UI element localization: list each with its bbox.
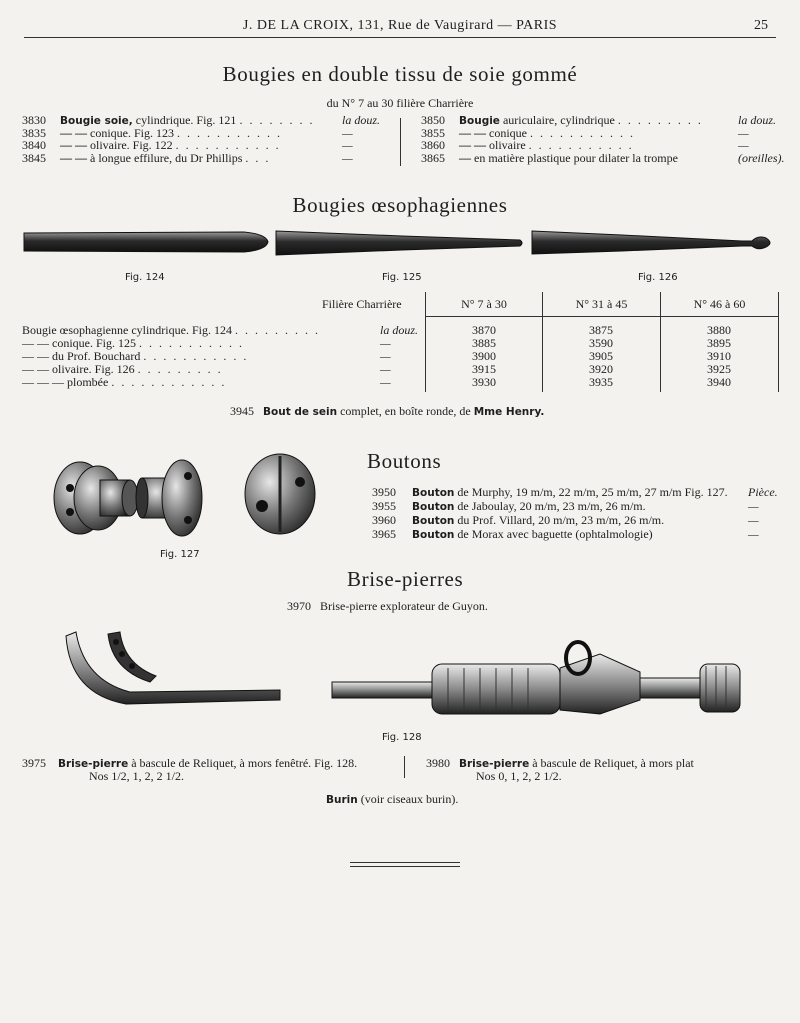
bougie-conique-icon: [276, 231, 522, 255]
item-desc: de Murphy, 19 m/m, 22 m/m, 25 m/m, 27 m/m Fig. 127.: [457, 485, 728, 499]
item-name: — —: [459, 125, 486, 140]
section-title-boutons: Boutons: [367, 449, 442, 473]
fig-125-caption: Fig. 125: [382, 272, 422, 283]
item-name: Bouton: [412, 487, 455, 499]
bouton-row: [372, 528, 653, 541]
leader-dots: . . . . . . . . . . .: [139, 336, 244, 350]
item-price: la douz.: [342, 113, 381, 127]
bougie-soie-row: [22, 139, 281, 151]
item-code: 3950: [372, 485, 396, 499]
item-name: — —: [459, 138, 486, 152]
page-number: 25: [754, 18, 768, 33]
reliquet-plat-sizes: Nos 0, 1, 2, 2 1/2.: [476, 769, 562, 783]
leader-dots: . . .: [245, 150, 271, 165]
table-divider-4: [778, 292, 779, 392]
item-desc: auriculaire, cylindrique: [502, 113, 615, 127]
table-label-filiere: Filière Charrière: [322, 297, 402, 311]
murphy-button-part-a-icon: [54, 462, 138, 534]
item-name: — —: [60, 150, 87, 165]
reliquet-fenetre-sizes: Nos 1/2, 1, 2, 2 1/2.: [89, 769, 185, 783]
item-name: Bouton: [412, 501, 455, 513]
row-label: Bougie œsophagienne cylindrique. Fig. 124: [22, 323, 232, 337]
bouton-row: [372, 514, 664, 527]
bougie-olivaire-icon: [532, 231, 770, 254]
bout-de-sein-code: 3945: [230, 404, 254, 418]
guyon-code: 3970: [287, 599, 311, 613]
murphy-button-assembled-icon: [245, 454, 315, 534]
table-cell: 3875: [589, 323, 613, 337]
section-title-bougies-soie: Bougies en double tissu de soie gommé: [222, 62, 578, 86]
column-header-46-60: N° 46 à 60: [693, 297, 746, 311]
item-name: Bouton: [412, 515, 455, 527]
fig-126-caption: Fig. 126: [638, 272, 678, 283]
item-code: 3865: [421, 150, 445, 165]
table-cell: 3920: [589, 362, 613, 376]
item-price: Pièce.: [748, 485, 778, 499]
end-rule-bottom: [350, 866, 460, 867]
row-price: —: [380, 336, 391, 350]
item-price: —: [342, 138, 353, 152]
item-desc: à longue effilure, du Dr Phillips: [90, 150, 243, 165]
fig-127-caption: Fig. 127: [160, 549, 200, 560]
reliquet-plat-name: Brise-pierre: [459, 758, 530, 770]
header-rule: [24, 37, 776, 38]
item-price: la douz.: [738, 113, 777, 127]
oesophageal-row: [22, 324, 320, 336]
oesophageal-row: [22, 376, 226, 388]
table-cell: 3925: [707, 362, 731, 376]
lithotrite-instrument-icon: [332, 642, 740, 714]
leader-dots: . . . . . . . . . . . .: [111, 375, 227, 389]
item-price: —: [738, 125, 749, 140]
table-cell: 3880: [707, 323, 731, 337]
brise-pierre-divider: [404, 756, 405, 778]
column-header-7-30: N° 7 à 30: [461, 297, 507, 311]
item-desc: conique: [489, 125, 527, 140]
item-desc: olivaire: [489, 138, 526, 152]
item-code: 3960: [372, 513, 396, 527]
bougie-soie-row: [421, 152, 678, 164]
table-cell: 3885: [472, 336, 496, 350]
leader-dots: . . . . . . . . .: [617, 113, 703, 127]
item-name: — —: [60, 125, 87, 140]
section-title-oesophagiennes: Bougies œsophagiennes: [292, 193, 508, 217]
item-name: —: [459, 150, 471, 165]
item-name: — —: [60, 138, 87, 152]
leader-dots: . . . . . . . . .: [137, 362, 223, 376]
oesophageal-row: [22, 337, 244, 349]
row-label: — — — plombée: [22, 375, 109, 389]
bougie-cylindrique-icon: [24, 232, 268, 252]
item-name: Bougie: [459, 115, 500, 127]
item-desc: olivaire. Fig. 122: [90, 138, 173, 152]
item-desc: en matière plastique pour dilater la trompe: [474, 150, 678, 165]
table-cell: 3915: [472, 362, 496, 376]
bougie-soie-row: [22, 127, 282, 139]
curved-jaw-icon: [66, 632, 280, 704]
item-code: 3860: [421, 138, 445, 152]
reliquet-fenetre-name: Brise-pierre: [58, 758, 129, 770]
bout-de-sein-line: [230, 405, 544, 418]
item-price: —: [748, 527, 759, 541]
item-code: 3835: [22, 125, 46, 140]
boutons-illustration: [50, 450, 320, 545]
item-name: Bouton: [412, 529, 455, 541]
reliquet-fenetre-code: 3975: [22, 756, 46, 770]
guyon-line: [287, 600, 488, 612]
leader-dots: . . . . . . . . . . .: [177, 125, 282, 140]
row-label: — — olivaire. Fig. 126: [22, 362, 135, 376]
reliquet-fenetre-text: à bascule de Reliquet, à mors fenêtré. Fig. 128.: [131, 756, 358, 770]
page-header: J. DE LA CROIX, 131, Rue de Vaugirard — PARIS: [242, 18, 558, 33]
row-price: —: [380, 375, 391, 389]
fig-128-caption: Fig. 128: [382, 732, 422, 743]
row-price: —: [380, 362, 391, 376]
item-name: Bougie soie,: [60, 115, 133, 127]
table-cell: 3895: [707, 336, 731, 350]
column-header-31-45: N° 31 à 45: [575, 297, 628, 311]
leader-dots: . . . . . . . . .: [234, 323, 320, 337]
item-code: 3850: [421, 113, 445, 127]
row-label: — — du Prof. Bouchard: [22, 349, 141, 363]
bout-de-sein-name: Bout de sein: [263, 406, 338, 418]
bouton-row: [372, 500, 646, 513]
table-cell: 3930: [472, 375, 496, 389]
oesophageal-row: [22, 363, 223, 375]
column-divider: [400, 118, 401, 166]
reliquet-plat-code: 3980: [426, 756, 450, 770]
item-code: 3845: [22, 150, 46, 165]
item-desc: de Morax avec baguette (ophtalmologie): [457, 527, 653, 541]
end-rule-top: [350, 862, 460, 863]
item-price: —: [748, 499, 759, 513]
item-desc: cylindrique. Fig. 121: [135, 113, 237, 127]
burin-text: (voir ciseaux burin).: [360, 792, 459, 806]
bougie-soie-row: [22, 152, 270, 164]
burin-name: Burin: [326, 794, 358, 806]
row-label: — — conique. Fig. 125: [22, 336, 136, 350]
leader-dots: . . . . . . . . . . .: [528, 138, 634, 152]
leader-dots: . . . . . . . . . . .: [175, 138, 281, 152]
reliquet-fenetre-line: [22, 757, 357, 770]
item-desc: du Prof. Villard, 20 m/m, 23 m/m, 26 m/m.: [457, 513, 665, 527]
bougie-soie-row: [421, 127, 635, 139]
guyon-text: Brise-pierre explorateur de Guyon.: [320, 599, 488, 613]
table-cell: 3590: [589, 336, 613, 350]
section-subtitle-filiere: du N° 7 au 30 filière Charrière: [326, 96, 474, 110]
item-desc: conique. Fig. 123: [90, 125, 174, 140]
table-header-rule: [425, 316, 778, 317]
item-code: 3830: [22, 113, 46, 127]
item-desc: de Jaboulay, 20 m/m, 23 m/m, 26 m/m.: [457, 499, 646, 513]
bougie-soie-row: [421, 139, 634, 151]
table-cell: 3870: [472, 323, 496, 337]
leader-dots: . . . . . . . .: [239, 113, 315, 127]
brise-pierre-illustration: [60, 620, 760, 730]
row-price: la douz.: [380, 323, 419, 337]
fig-124-caption: Fig. 124: [125, 272, 165, 283]
bout-de-sein-text: complet, en boîte ronde, de: [340, 404, 471, 418]
reliquet-plat-text: à bascule de Reliquet, à mors plat: [532, 756, 694, 770]
table-cell: 3935: [589, 375, 613, 389]
section-title-brise-pierres: Brise-pierres: [347, 567, 464, 591]
row-price: —: [380, 349, 391, 363]
item-price: —: [342, 150, 353, 165]
item-price: (oreilles).: [738, 150, 785, 165]
item-code: 3955: [372, 499, 396, 513]
item-code: 3965: [372, 527, 396, 541]
item-code: 3855: [421, 125, 445, 140]
table-cell: 3905: [589, 349, 613, 363]
item-price: —: [738, 138, 749, 152]
item-price: —: [748, 513, 759, 527]
table-cell: 3940: [707, 375, 731, 389]
bouton-row: [372, 486, 728, 499]
item-price: —: [342, 125, 353, 140]
table-cell: 3910: [707, 349, 731, 363]
leader-dots: . . . . . . . . . . .: [530, 125, 635, 140]
murphy-button-part-b-icon: [136, 460, 202, 536]
oesophageal-row: [22, 350, 248, 362]
item-code: 3840: [22, 138, 46, 152]
burin-line: [326, 793, 458, 806]
leader-dots: . . . . . . . . . . .: [143, 349, 249, 363]
oesophageal-bougies-illustration: [22, 225, 782, 261]
table-cell: 3900: [472, 349, 496, 363]
bout-de-sein-maker: Mme Henry.: [473, 406, 545, 418]
